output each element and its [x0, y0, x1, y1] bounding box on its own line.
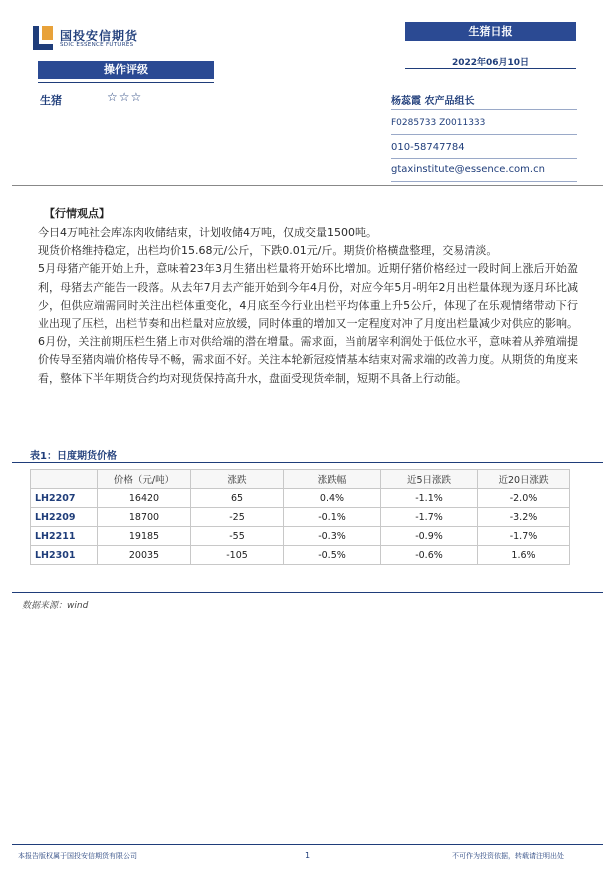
change-cell: -55 — [191, 527, 284, 546]
column-header: 近20日涨跌 — [478, 470, 570, 489]
futures-price-table — [30, 469, 570, 565]
change-20d-cell: -3.2% — [478, 508, 570, 527]
operation-rating-banner: 操作评级 — [38, 61, 214, 79]
analyst-phone: 010-58747784 — [391, 142, 465, 153]
table-row — [31, 546, 570, 565]
analyst-name: 杨蕊霞 农产品组长 — [391, 96, 475, 107]
table-row — [31, 489, 570, 508]
price-cell: 19185 — [98, 527, 191, 546]
change-pct-cell: -0.3% — [284, 527, 381, 546]
divider — [391, 158, 577, 159]
section-title: 【行情观点】 — [44, 207, 110, 220]
contract-code: LH2301 — [31, 546, 98, 565]
paragraph: 今日4万吨社会库冻肉收储结束，计划收储4万吨，仅成交量1500吨。 — [38, 226, 377, 239]
change-cell: -25 — [191, 508, 284, 527]
change-5d-cell: -1.7% — [381, 508, 478, 527]
table-header-row — [31, 470, 570, 489]
change-pct-cell: -0.1% — [284, 508, 381, 527]
change-pct-cell: -0.5% — [284, 546, 381, 565]
paragraph: 5月母猪产能开始上升，意味着23年3月生猪出栏量将开始环比增加。近期仔猪价格经过一段时间上涨后开始盈利，母猪去产能告一段落。从去年7月去产能开始到今年4月份，对应今年5月-明年2月出栏量体现为逐月环比减少，但供应端需同时关注出栏体重变化，4月底至今行业出栏平均体重上升5公斤，体现了在乐观情绪带动下行业出现了压栏，出栏节奏和出栏量对应放缓，同时体重的增加又一定程度对冲了月度出栏量减少对供应的影响。6月份，关注前期压栏生猪上市对供给端的潜在增量。需求面，当前屠宰利润处于低位水平，意味着从养殖端提价传导至猪肉端价格传导不畅，需求面不好。关注本轮新冠疫情基本结束对需求端的改善力度。从期货的角度来看，整体下半年期货合约均对现货保持高升水，盘面受现货牵制，短期不具备上行动能。 — [38, 262, 578, 385]
change-20d-cell: 1.6% — [478, 546, 570, 565]
change-5d-cell: -0.6% — [381, 546, 478, 565]
change-cell: -105 — [191, 546, 284, 565]
analyst-license: F0285733 Z0011333 — [391, 118, 486, 128]
footer-copyright: 本报告版权属于国投安信期货有限公司 — [18, 852, 137, 860]
column-header: 涨跌 — [191, 470, 284, 489]
logo-subtitle: SDIC ESSENCE FUTURES — [60, 42, 134, 48]
contract-code: LH2209 — [31, 508, 98, 527]
market-view-text — [38, 224, 578, 388]
divider — [405, 68, 576, 69]
table-row — [31, 527, 570, 546]
contract-code: LH2211 — [31, 527, 98, 546]
section-divider — [12, 185, 603, 186]
contract-code: LH2207 — [31, 489, 98, 508]
logo-text: 国投安信期货 — [60, 29, 139, 43]
column-header: 涨跌幅 — [284, 470, 381, 489]
divider — [391, 134, 577, 135]
column-header: 价格（元/吨） — [98, 470, 191, 489]
table-row — [31, 508, 570, 527]
change-20d-cell: -1.7% — [478, 527, 570, 546]
paragraph: 现货价格维持稳定，出栏均价15.68元/公斤，下跌0.01元/斤。期货价格横盘整理，交易清淡。 — [38, 244, 498, 258]
page-number: 1 — [305, 851, 311, 860]
column-header — [31, 470, 98, 489]
divider — [38, 82, 214, 83]
report-date: 2022年06月10日 — [451, 58, 530, 68]
logo-icon — [33, 26, 53, 50]
change-cell: 65 — [191, 489, 284, 508]
divider — [12, 592, 603, 593]
column-header: 近5日涨跌 — [381, 470, 478, 489]
rating-stars: ☆☆☆ — [107, 90, 143, 104]
change-5d-cell: -1.1% — [381, 489, 478, 508]
footer-disclaimer: 不可作为投资依据，转载请注明出处 — [452, 852, 564, 860]
price-cell: 18700 — [98, 508, 191, 527]
change-5d-cell: -0.9% — [381, 527, 478, 546]
price-cell: 16420 — [98, 489, 191, 508]
product-name: 生猪 — [40, 94, 62, 107]
data-source: 数据来源：wind — [22, 601, 89, 611]
divider — [391, 181, 577, 182]
divider — [391, 109, 577, 110]
footer-divider — [12, 844, 603, 845]
table-title: 表1：日度期货价格 — [30, 451, 117, 462]
report-type-banner: 生猪日报 — [405, 22, 576, 41]
analyst-email[interactable]: gtaxinstitute@essence.com.cn — [391, 164, 545, 175]
divider — [12, 462, 603, 463]
change-20d-cell: -2.0% — [478, 489, 570, 508]
change-pct-cell: 0.4% — [284, 489, 381, 508]
price-cell: 20035 — [98, 546, 191, 565]
